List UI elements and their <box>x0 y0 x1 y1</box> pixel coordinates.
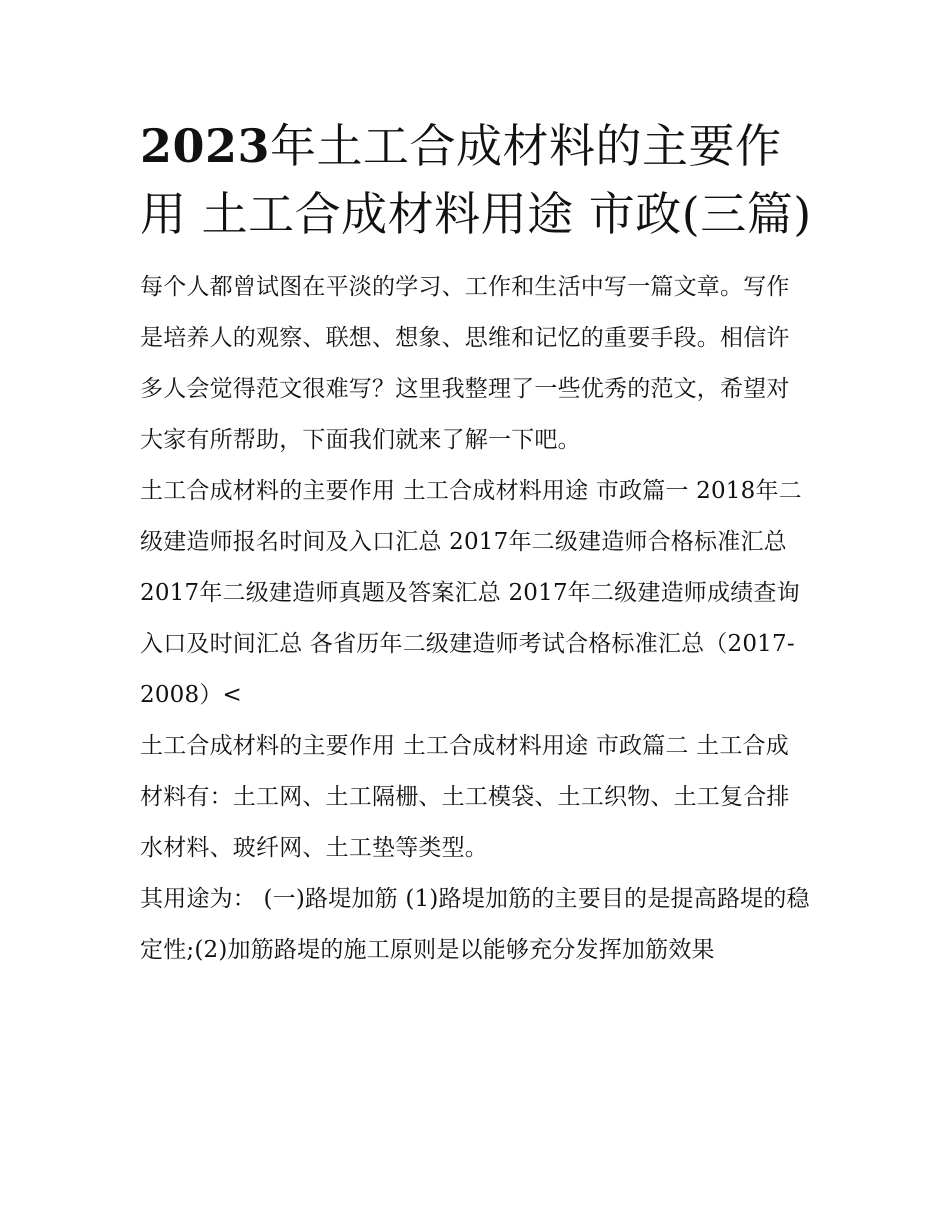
paragraph-uses: 其用途为： (一)路堤加筋 (1)路堤加筋的主要目的是提高路堤的稳定性;(2)加筋路堤的施工原则是以能够充分发挥加筋效果 <box>140 886 810 963</box>
paragraph-article-two: 土工合成材料的主要作用 土工合成材料用途 市政篇二 土工合成材料有：土工网、土工隔栅、土工模袋、土工织物、土工复合排水材料、玻纤网、土工垫等类型。 <box>140 733 790 861</box>
paragraph-article-one: 土工合成材料的主要作用 土工合成材料用途 市政篇一 2018年二级建造师报名时间及入口汇总 2017年二级建造师合格标准汇总 <box>140 478 802 555</box>
paragraph-exam-summary: 2017年二级建造师真题及答案汇总 2017年二级建造师成绩查询入口及时间汇总 各省历年二级建造师考试合格标准汇总（2017-2008）< <box>140 580 800 708</box>
paragraph-intro: 每个人都曾试图在平淡的学习、工作和生活中写一篇文章。写作是培养人的观察、联想、想象、思维和记忆的重要手段。相信许多人会觉得范文很难写？这里我整理了一些优秀的范文，希望对大家有所帮助，下面我们就来了解一下吧。 <box>140 274 790 453</box>
document-title <box>140 112 812 248</box>
title-year: 2023 <box>140 119 271 173</box>
document-body <box>140 112 812 976</box>
title-text: 年土工合成材料的主要作用 土工合成材料用途 市政(三篇) <box>140 119 812 241</box>
